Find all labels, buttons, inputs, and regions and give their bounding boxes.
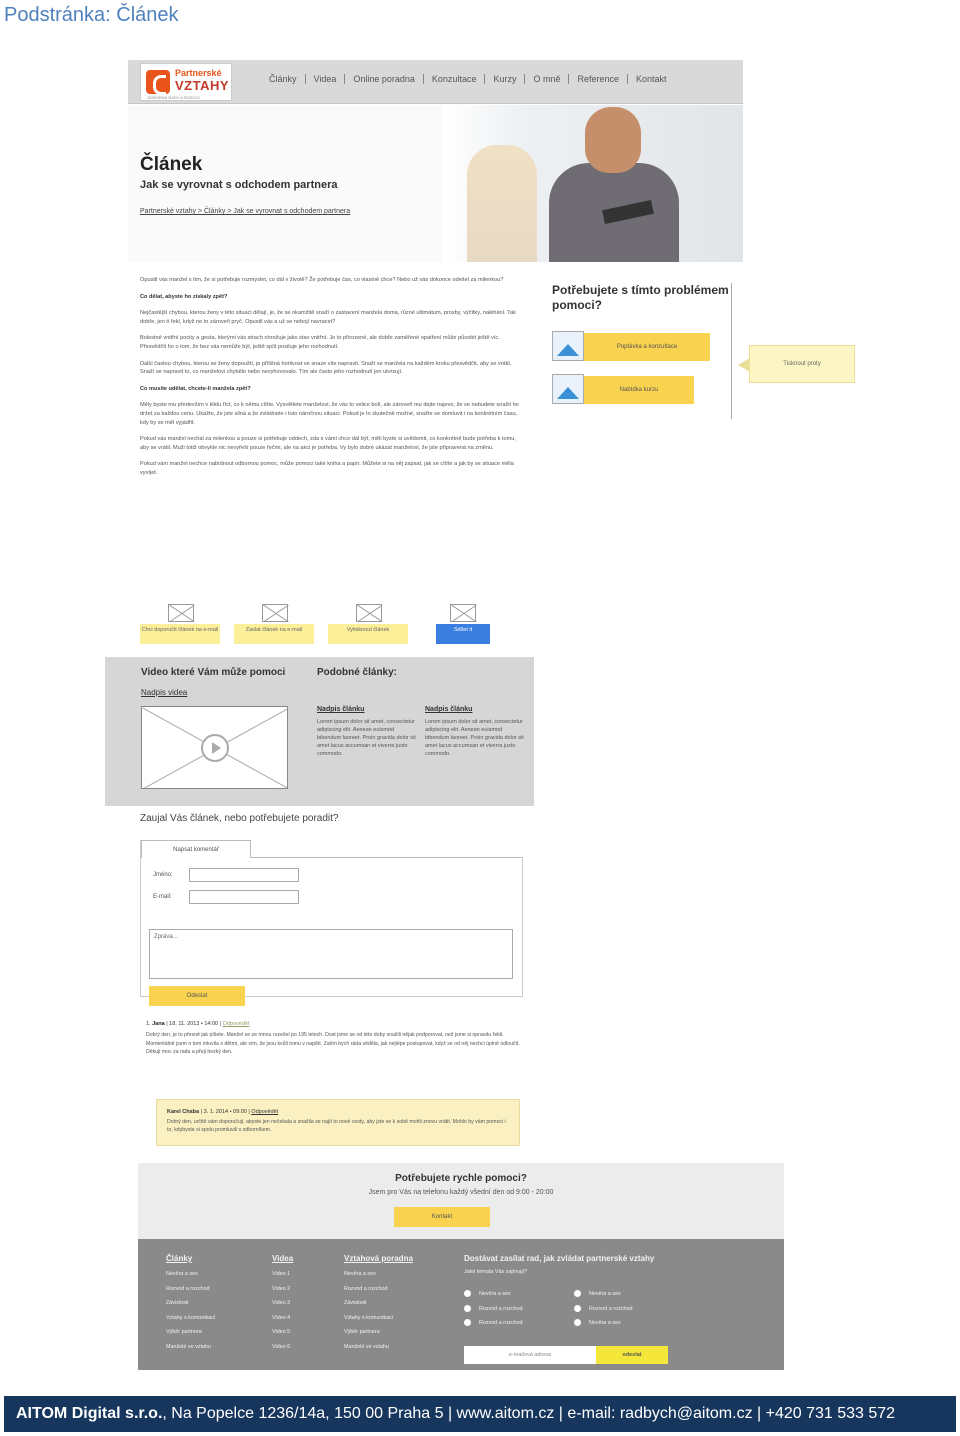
course-offer-button[interactable]: Nabídka kurzu [584, 376, 694, 404]
image-icon [552, 331, 584, 361]
article-paragraph: Pokud vám manžel nechce nabídnout odbornou pomoc, může pomoci také kniha a papír. Můžete si na něj zapsat, jak se cítíte a jak by se situace měla vyvíjet. [140, 461, 514, 476]
article-paragraph: Bolestné vnitřní pocity a gesta, kterými vás strach ohrožuje jako stav vnitřní. Je to přirozené, ale dobře zaměřené opatření může působit ještě víc. Přesvědčit ho o tom, že bez vás nemůže být, ještě spíš posiluje jeho rozhodnutí. [140, 335, 500, 350]
reply-date: | 3. 1. 2014 • 09:00 | [200, 1109, 250, 1115]
footer-link[interactable]: Výběr partnera [344, 1329, 380, 1336]
topic-radio[interactable] [574, 1287, 632, 1302]
nav-item-kurzy[interactable]: Kurzy [485, 74, 525, 84]
footer-link[interactable]: Video 2 [272, 1285, 291, 1292]
newsletter-options-left [464, 1287, 522, 1331]
reply-text: Dobrý den, určitě vám doporučuji, abyste jen nečekala a snažila se najít to nové cesty, aby jste se k sobě mohli znovu vrátit. Mohlo by vám pomoci i to, kdybyste si spolu promluvili s odborníkem. [167, 1119, 506, 1133]
annotation-note: Tisknout proty [749, 345, 855, 383]
main-nav [261, 74, 675, 84]
article-paragraph: Opustil vás manžel s tím, že si potřebuje rozmyslet, co dál v životě? Že potřebuje čas, co vlastně chce? Nebo už vás dokonce odešel za milenkou? [140, 277, 504, 283]
article-paragraph: Pokud vás manžel nechal za milenkou a pouze si potřebuje oddech, zda s vámi chce dál být, měli byste si uvědomit, co konkrétně bude potřeba k tomu, aby se vrátil. Muži totiž obvykle nic nevyřeší pouze řečmi, ale na akci je potřeba. Vy bylo dobré ukázat manželovi, že jste připravená na změnu. [140, 436, 516, 451]
nav-item-online-poradna[interactable]: Online poradna [345, 74, 424, 84]
quick-help-banner [138, 1163, 784, 1239]
message-textarea[interactable]: Zpráva... [149, 929, 513, 979]
topic-radio[interactable] [464, 1302, 522, 1317]
footer-col-videos [272, 1253, 293, 1355]
help-sidebar [540, 283, 732, 419]
similar-article-title[interactable]: Nadpis článku [425, 706, 473, 713]
footer-link[interactable]: Video 6 [272, 1343, 291, 1350]
footer-link[interactable]: Závislosti [166, 1300, 189, 1307]
comment-reply [156, 1099, 520, 1146]
footer-col-title[interactable]: Vztahová poradna [344, 1254, 413, 1263]
topic-label: Rozvod a rozchod [479, 1320, 523, 1327]
share-label: Vytisknout článek [328, 624, 408, 644]
newsletter-heading: Dostávat zasílat rad, jak zvládat partnerské vztahy [464, 1254, 655, 1263]
comment-author: Jana [152, 1021, 165, 1027]
topic-radio[interactable] [464, 1287, 522, 1302]
name-label: Jméno: [153, 872, 173, 878]
topic-label: Rozvod a rozchod [479, 1305, 523, 1312]
radio-icon [574, 1290, 581, 1297]
footer-link[interactable]: Nevěra a sex [344, 1271, 376, 1277]
footer-link[interactable]: Rozvod a rozchod [344, 1285, 388, 1292]
comment-item [146, 1020, 520, 1057]
nav-item-o-mne[interactable]: O mně [525, 74, 569, 84]
breadcrumb[interactable]: Partnerské vztahy > Články > Jak se vyrovnat s odchodem partnera [140, 208, 351, 215]
comment-date: | 18. 11. 2013 • 14:00 | [166, 1021, 222, 1027]
placeholder-image-icon [168, 604, 194, 622]
similar-article-text: Lorem ipsum dolor sit amet, consectetur adipiscing elit. Aenean euismod bibendum laoreet. Proin gravida dolor sit amet lacus accumsan et viverra justo commodo. [317, 719, 416, 757]
comment-form-box [141, 857, 523, 997]
share-buttons [140, 604, 502, 644]
newsletter-submit-button[interactable]: odeslat [596, 1346, 668, 1364]
article-body [140, 276, 520, 486]
share-label: Zaslat článek na e-mail [234, 624, 314, 644]
comment-text: Dobrý den, je to přesně jak píšete. Manžel se ze mnou rozešel po 195 letech. Dost jsme se od této doby snažili nějak podporovat, než jsme si opravdu řekli. Momentálně jsem o tom mluvila s dětmi, ale vím, že jsou kvůli tomu v napětí. Zatím bych ráda věděla, jak nejlépe postupovat, když se od něj nechci úplně odloučit. Děkuji moc za radu a přeji hezký den. [146, 1032, 520, 1056]
placeholder-image-icon [262, 604, 288, 622]
help-heading: Potřebujete s tímto problémem pomoci? [552, 283, 729, 312]
footer-link[interactable]: Video 4 [272, 1314, 291, 1321]
related-section [105, 657, 534, 806]
play-icon[interactable] [201, 734, 229, 762]
topic-label: Nevěra a sex [589, 1320, 621, 1327]
similar-heading: Podobné články: [317, 667, 398, 678]
reply-author: Karel Chaba [167, 1109, 200, 1115]
company-contact: , Na Popelce 1236/14a, 150 00 Praha 5 | www.aitom.cz | e-mail: radbych@aitom.cz | +420 731 533 572 [162, 1405, 896, 1422]
reply-link[interactable]: Odpovědět [251, 1109, 279, 1115]
radio-icon [464, 1305, 471, 1312]
hero-woman-figure [467, 145, 537, 262]
company-name: AITOM Digital s.r.o. [16, 1405, 163, 1422]
similar-article [425, 706, 525, 758]
comment-meta [146, 1020, 520, 1028]
topic-label: Rozvod a rozchod [589, 1305, 633, 1312]
logo-mark-icon [146, 70, 170, 94]
recommend-email-button[interactable] [140, 604, 220, 644]
image-icon [552, 374, 584, 404]
radio-icon [574, 1319, 581, 1326]
footer-col-title[interactable]: Videa [272, 1254, 294, 1263]
send-comment-button[interactable]: Odeslat [149, 986, 245, 1006]
radio-icon [574, 1305, 581, 1312]
share-article-button[interactable] [422, 604, 502, 644]
footer-link[interactable]: Video 1 [272, 1271, 291, 1277]
topic-label: Nevěra a sex [589, 1291, 621, 1297]
comment-number: 1. [146, 1021, 151, 1027]
comment-form [140, 840, 522, 997]
similar-article [317, 706, 417, 758]
footer-link[interactable]: Video 3 [272, 1300, 291, 1307]
placeholder-image-icon [356, 604, 382, 622]
topic-radio[interactable] [574, 1316, 632, 1331]
hero-photo [443, 105, 743, 262]
footer-link[interactable]: Výběr partnera [166, 1329, 202, 1336]
email-input[interactable] [189, 890, 299, 904]
video-heading: Video které Vám může pomoci [141, 667, 286, 678]
radio-icon [464, 1319, 471, 1326]
article-title: Článek [140, 154, 203, 175]
article-paragraph: Měly byste mu především v klidu říct, co k němu cítíte. Vysvětlete manželovi, že vás to velice bolí, ale zároveň mu dejte najevo, že se nebudete snažit ho držet za každou cenu. Ukažte, že jste silná a že zvládnete i tuto náročnou situaci. Pokud je to skutečně možné, snažte se domluvit i na konkrétním času, kdy by se měl vyjádřit. [140, 402, 519, 426]
consultation-button[interactable]: Poptávka a konzultace [584, 333, 710, 361]
footer-col-title[interactable]: Články [166, 1254, 193, 1263]
document-footer-bar [4, 1396, 956, 1432]
comments-heading: Zaujal Vás článek, nebo potřebujete poradit? [140, 813, 339, 824]
topic-label: Nevěra a sex [479, 1291, 511, 1297]
footer-link[interactable]: Nevěra a sex [166, 1271, 198, 1277]
radio-icon [464, 1290, 471, 1297]
quick-help-heading: Potřebujete rychle pomoci? [395, 1173, 527, 1184]
footer-link[interactable]: Manželé ve vztahu [344, 1343, 389, 1350]
nav-item-kontakt[interactable]: Kontakt [636, 74, 667, 84]
send-email-button[interactable] [234, 604, 314, 644]
site-logo[interactable] [140, 63, 232, 101]
footer-col-counseling [344, 1253, 413, 1355]
print-article-button[interactable] [328, 604, 408, 644]
newsletter-question: Jaké témata Vás zajímají? [464, 1269, 528, 1275]
article-question: Co dělat, abyste ho získaly zpět? [140, 293, 228, 300]
article-paragraph: Nejčastější chybou, kterou ženy v této situaci dělají, je, že se okamžitě snaží o zastavení manžela doma, různé ultimátum, prosby, výčitky, naléhání. Tak dobře, jen ti řekl, když ne to zároveň pryč. Opustil vás a už se nebojí navracet? [140, 310, 516, 325]
logo-tagline: ODBORNÁ RADY A ROZVOJ [147, 95, 201, 100]
reply-meta [167, 1108, 509, 1116]
article-question: Co musíte udělat, chcete-li manžela zpět? [140, 385, 251, 392]
footer-link[interactable]: Video 5 [272, 1329, 291, 1336]
quick-help-subtitle: Jsem pro Vás na telefonu každý všední den od 9:00 - 20:00 [368, 1189, 554, 1196]
video-player[interactable] [141, 706, 288, 789]
contact-button[interactable]: Kontakt [394, 1207, 490, 1227]
nav-item-clanky[interactable]: Články [261, 74, 306, 84]
video-title-link[interactable]: Nadpis videa [141, 688, 188, 697]
article-subtitle: Jak se vyrovnat s odchodem partnera [140, 179, 338, 191]
hero-man-head [585, 107, 641, 173]
footer-link[interactable]: Vztahy s komunikací [344, 1314, 394, 1321]
article-paragraph: Další častou chybou, kterou se ženy dopouští, je přílišná horlivost ve snaze vše napravit. Snaží se manžela na každém kroku přesvědčit, aby se vrátil. Snaží se napravit to, co manželovi chybělo nebo nevyhovovalo. Tím ale často jeho rozhodnutí jen utvrzují. [140, 360, 512, 376]
similar-article-text: Lorem ipsum dolor sit amet, consectetur adipiscing elit. Aenean euismod bibendum laoreet. Proin gravida dolor sit amet lacus accumsan et viverra justo commodo. [425, 719, 524, 757]
similar-article-title[interactable]: Nadpis článku [317, 706, 365, 713]
footer-col-articles [166, 1253, 215, 1355]
name-input[interactable] [189, 868, 299, 882]
document-title: Podstránka: Článek [4, 4, 179, 26]
logo-line2: VZTAHY [175, 78, 230, 93]
tab-write-comment[interactable]: Napsat komentář [141, 840, 251, 858]
footer-link[interactable]: Závislosti [344, 1300, 367, 1307]
share-label: Chci doporučit článek na e-mail [140, 624, 220, 644]
footer-link[interactable]: Vztahy s komunikací [166, 1314, 216, 1321]
placeholder-image-icon [450, 604, 476, 622]
reply-link[interactable]: Odpovědět [222, 1021, 250, 1027]
nav-item-videa[interactable]: Videa [306, 74, 346, 84]
topic-radio[interactable] [574, 1302, 632, 1317]
newsletter-email-input[interactable]: e-mailová adresa [464, 1346, 596, 1364]
newsletter-options-right [574, 1287, 632, 1331]
newsletter [464, 1253, 764, 1358]
logo-line1: Partnerské [175, 68, 222, 78]
footer-link[interactable]: Manželé ve vztahu [166, 1343, 211, 1350]
nav-item-reference[interactable]: Reference [569, 74, 628, 84]
site-footer [138, 1239, 784, 1370]
share-label: Sdílet it [436, 624, 490, 644]
site-header [128, 60, 743, 104]
topic-radio[interactable] [464, 1316, 522, 1331]
email-label: E-mail: [153, 894, 172, 900]
nav-item-konzultace[interactable]: Konzultace [424, 74, 486, 84]
footer-link[interactable]: Rozvod a rozchod [166, 1285, 210, 1292]
